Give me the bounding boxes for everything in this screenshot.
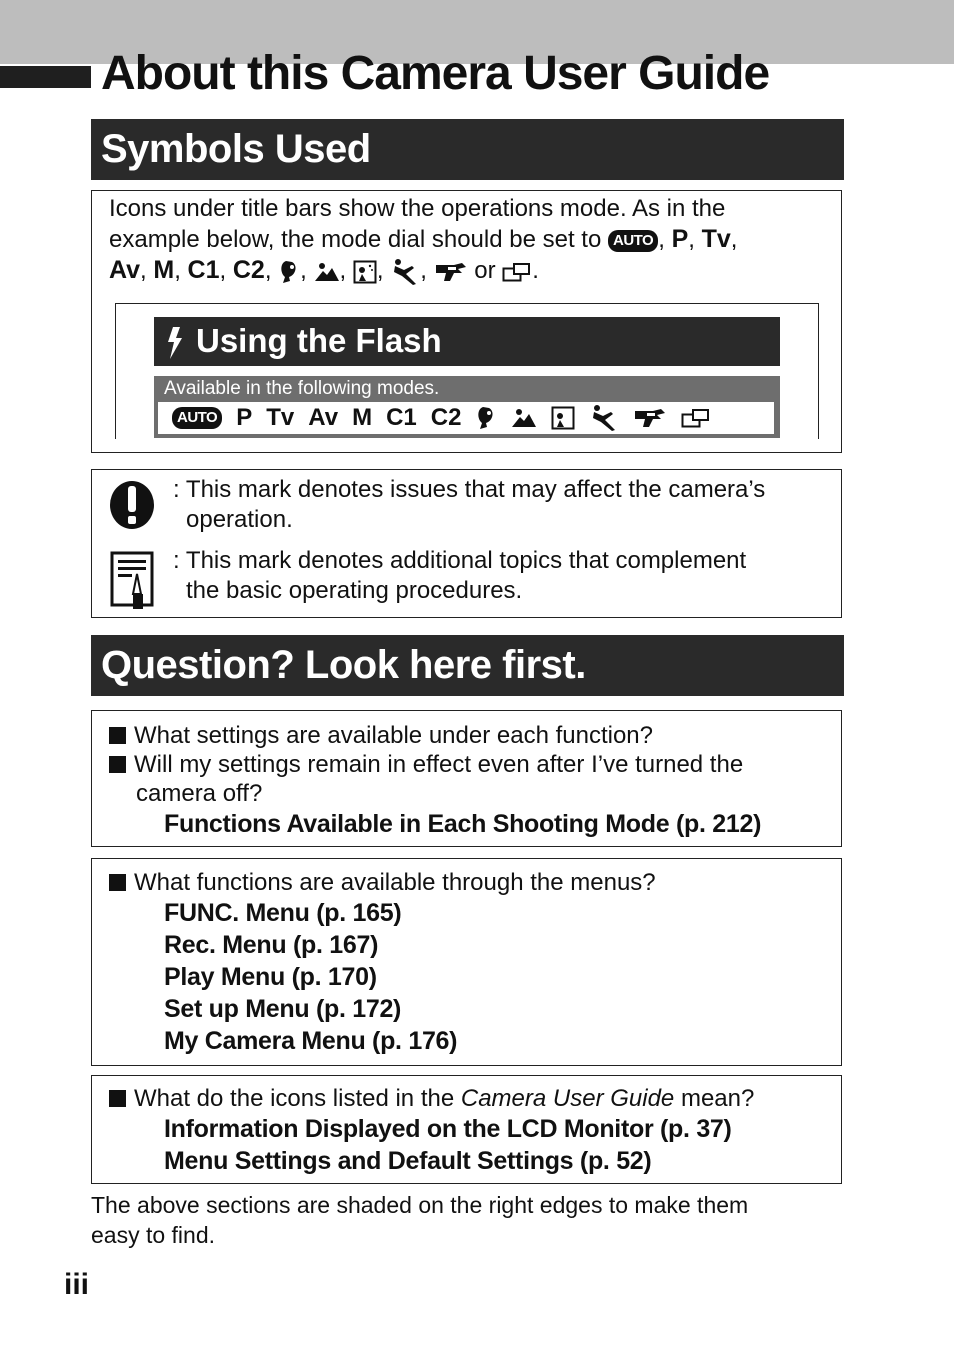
question-text: What do the icons listed in the xyxy=(134,1085,455,1112)
page-reference-link[interactable]: Functions Available in Each Shooting Mode (p. 212) xyxy=(164,810,762,838)
note-icon xyxy=(109,550,157,610)
bullet-square-icon xyxy=(109,874,126,891)
auto-mode-icon: AUTO xyxy=(172,407,222,429)
night-scene-icon xyxy=(353,260,377,284)
page-reference-link[interactable]: Set up Menu (p. 172) xyxy=(164,995,402,1023)
available-modes-panel xyxy=(154,376,780,438)
program-mode-icon: P xyxy=(236,404,253,431)
page-reference-link[interactable]: Rec. Menu (p. 167) xyxy=(164,931,379,959)
footer-note xyxy=(91,1190,831,1250)
symbols-intro xyxy=(109,193,829,286)
portrait-icon xyxy=(278,259,300,285)
intro-line-3: Av, M, C1, C2, , , , , or . xyxy=(109,256,539,284)
question-text: What settings are available under each function? xyxy=(134,722,653,749)
page-title: About this Camera User Guide xyxy=(101,47,770,100)
question-section-header xyxy=(91,635,844,696)
custom2-mode-icon: C2 xyxy=(430,404,462,431)
question-text-end: mean? xyxy=(680,1085,755,1112)
caution-line-2: operation. xyxy=(186,506,293,533)
question-item xyxy=(109,750,829,779)
question-item xyxy=(109,1084,829,1113)
flash-example-bar xyxy=(154,317,780,366)
symbols-section-header xyxy=(91,119,844,180)
page-reference-link[interactable]: Menu Settings and Default Settings (p. 52) xyxy=(164,1147,652,1175)
page-reference-link[interactable]: Play Menu (p. 170) xyxy=(164,963,377,991)
manual-mode-icon: M xyxy=(352,404,373,431)
footer-line-1: The above sections are shaded on the right edges to make them xyxy=(91,1192,749,1218)
flash-icon xyxy=(164,327,186,359)
sports-icon xyxy=(589,404,619,432)
note-line-2: the basic operating procedures. xyxy=(186,577,523,604)
landscape-icon xyxy=(511,407,537,429)
intro-line-2-text: example below, the mode dial should be set to xyxy=(109,226,602,253)
aperture-priority-icon: Av xyxy=(308,404,339,431)
manual-mode-icon: M xyxy=(153,256,175,284)
title-accent-bar xyxy=(0,66,91,88)
question-item xyxy=(109,868,829,897)
landscape-icon xyxy=(314,261,340,283)
stitch-assist-icon xyxy=(681,407,711,429)
page-reference-link[interactable]: My Camera Menu (p. 176) xyxy=(164,1027,458,1055)
aperture-priority-icon: Av xyxy=(109,256,141,284)
special-scene-icon xyxy=(434,261,468,283)
bullet-square-icon xyxy=(109,756,126,773)
program-mode-icon: P xyxy=(671,225,689,253)
question-box-2-content xyxy=(109,868,829,1057)
sports-icon xyxy=(390,258,420,286)
caution-line-1: : This mark denotes issues that may affect the camera’s xyxy=(173,476,766,503)
mode-strip xyxy=(158,402,774,434)
custom1-mode-icon: C1 xyxy=(187,256,220,284)
custom1-mode-icon: C1 xyxy=(386,404,417,431)
guide-title-italic: Camera User Guide xyxy=(460,1085,675,1112)
question-box-3-content xyxy=(109,1084,829,1177)
or-word: or xyxy=(474,257,496,284)
question-heading: Question? Look here first. xyxy=(101,643,586,687)
caution-icon xyxy=(109,480,155,530)
portrait-icon xyxy=(475,405,497,431)
symbols-heading: Symbols Used xyxy=(101,127,371,171)
bullet-square-icon xyxy=(109,727,126,744)
page-number: iii xyxy=(64,1268,90,1301)
shutter-priority-icon: Tv xyxy=(701,225,731,253)
question-text: Will my settings remain in effect even after I’ve turned the xyxy=(134,751,744,778)
custom2-mode-icon: C2 xyxy=(232,256,265,284)
special-scene-icon xyxy=(633,407,667,429)
question-box-1-content xyxy=(109,721,829,840)
flash-example-title: Using the Flash xyxy=(196,322,442,359)
shutter-priority-icon: Tv xyxy=(266,404,295,431)
night-scene-icon xyxy=(551,406,575,430)
available-modes-text: Available in the following modes. xyxy=(164,378,440,399)
page-reference-link[interactable]: FUNC. Menu (p. 165) xyxy=(164,899,402,927)
note-text xyxy=(173,546,833,606)
intro-line-2: example below, the mode dial should be set to AUTO , P, Tv, xyxy=(109,225,738,253)
question-text: What functions are available through the menus? xyxy=(134,869,656,896)
page-reference-link[interactable]: Information Displayed on the LCD Monitor (p. 37) xyxy=(164,1115,732,1143)
stitch-assist-icon xyxy=(502,261,532,283)
caution-text xyxy=(173,475,833,535)
question-text-continued: camera off? xyxy=(136,780,263,807)
intro-line-1: Icons under title bars show the operations mode. As in the xyxy=(109,195,726,222)
question-item xyxy=(109,721,829,750)
bullet-square-icon xyxy=(109,1090,126,1107)
footer-line-2: easy to find. xyxy=(91,1222,216,1248)
note-line-1: : This mark denotes additional topics that complement xyxy=(173,547,747,574)
auto-mode-icon: AUTO xyxy=(608,230,658,252)
